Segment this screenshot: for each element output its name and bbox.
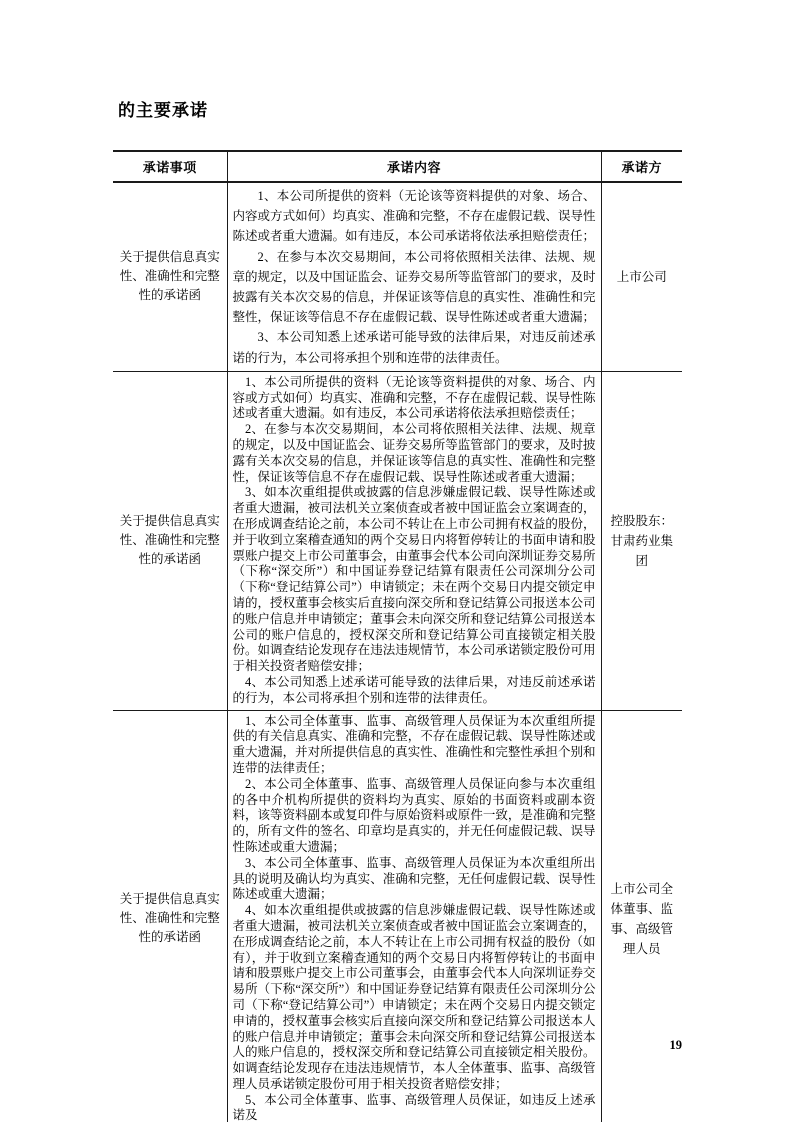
commitment-content-cell: [227, 182, 601, 371]
commitment-paragraph: 4、本公司知悉上述承诺可能导致的法律后果，对违反前述承诺的行为，本公司将承担个别和连带的法律责任。: [232, 674, 596, 705]
column-header-commitment-item: 承诺事项: [113, 151, 227, 182]
commitment-party-cell: 控股股东：甘肃药业集团: [601, 371, 682, 710]
commitment-paragraph: 2、本公司全体董事、监事、高级管理人员保证向参与本次重组的各中介机构所提供的资料均为真实、原始的书面资料或副本资料，该等资料副本或复印件与原始资料或原件一致，是准确和完整的，所有文件的签名、印章均是真实的，并无任何虚假记载、误导性陈述或重大遗漏；: [232, 776, 596, 854]
commitment-content-cell: [227, 710, 601, 1122]
commitment-paragraph: 3、本公司知悉上述承诺可能导致的法律后果，对违反前述承诺的行为，本公司将承担个别和连带的法律责任。: [232, 330, 596, 365]
commitment-paragraph: 1、本公司全体董事、监事、高级管理人员保证为本次重组所提供的有关信息真实、准确和完整，不存在虚假记载、误导性陈述或重大遗漏，并对所提供信息的真实性、准确性和完整性承担个别和连带的法律责任；: [232, 713, 596, 775]
commitment-paragraph: 2、在参与本次交易期间，本公司将依照相关法律、法规、规章的规定，以及中国证监会、证券交易所等监管部门的要求，及时披露有关本次交易的信息，并保证该等信息的真实性、准确性和完整性，保证该等信息不存在虚假记载、误导性陈述或者重大遗漏；: [232, 249, 596, 325]
table-row: [113, 710, 682, 1122]
column-header-commitment-party: 承诺方: [601, 151, 682, 182]
commitment-item-cell: 关于提供信息真实性、准确性和完整性的承诺函: [113, 710, 227, 1122]
commitment-paragraph: 3、如本次重组提供或披露的信息涉嫌虚假记载、误导性陈述或者重大遗漏，被司法机关立案侦查或者被中国证监会立案调查的，在形成调查结论之前，本公司不转让在上市公司拥有权益的股份，并于收到立案稽查通知的两个交易日内将暂停转让的书面申请和股票账户提交上市公司董事会，由董事会代本公司向深圳证券交易所（下称“深交所”）和中国证券登记结算有限责任公司深圳分公司（下称“登记结算公司”）申请锁定；未在两个交易日内提交锁定申请的，授权董事会核实后直接向深交所和登记结算公司报送本公司的账户信息并申请锁定；董事会未向深交所和登记结算公司报送本公司的账户信息的，授权深交所和登记结算公司直接锁定相关股份。如调查结论发现存在违法违规情节，本公司承诺锁定股份可用于相关投资者赔偿安排；: [232, 485, 596, 674]
commitment-item-cell: 关于提供信息真实性、准确性和完整性的承诺函: [119, 250, 220, 303]
table-header-row: [113, 151, 682, 182]
page-title: 的主要承诺: [118, 101, 208, 120]
page-number: 19: [669, 1038, 682, 1052]
commitment-party-cell: 上市公司全体董事、监事、高级管理人员: [601, 710, 682, 1122]
commitment-paragraph: 5、本公司全体董事、监事、高级管理人员保证，如违反上述承诺及: [232, 1092, 596, 1122]
commitment-paragraph: 3、本公司全体董事、监事、高级管理人员保证为本次重组所出具的说明及确认均为真实、准确和完整，无任何虚假记载、误导性陈述或重大遗漏；: [232, 855, 596, 902]
commitments-table: [113, 150, 682, 1122]
commitment-paragraph: 1、本公司所提供的资料（无论该等资料提供的对象、场合、内容或方式如何）均真实、准确和完整，不存在虚假记载、误导性陈述或者重大遗漏。如有违反，本公司承诺将依法承担赔偿责任；: [232, 189, 596, 244]
table-row: [113, 182, 682, 371]
commitment-paragraph: 1、本公司所提供的资料（无论该等资料提供的对象、场合、内容或方式如何）均真实、准确和完整，不存在虚假记载、误导性陈述或者重大遗漏。如有违反，本公司承诺将依法承担赔偿责任；: [232, 374, 596, 421]
commitment-paragraph: 2、在参与本次交易期间，本公司将依照相关法律、法规、规章的规定，以及中国证监会、证券交易所等监管部门的要求，及时披露有关本次交易的信息，并保证该等信息的真实性、准确性和完整性，保证该等信息不存在虚假记载、误导性陈述或者重大遗漏；: [232, 422, 596, 484]
table-row: [113, 371, 682, 710]
commitment-content-cell: [227, 371, 601, 710]
commitment-party-cell: 上市公司: [616, 269, 667, 284]
commitment-paragraph: 4、如本次重组提供或披露的信息涉嫌虚假记载、误导性陈述或者重大遗漏，被司法机关立案侦查或者被中国证监会立案调查的，在形成调查结论之前，本人不转让在上市公司拥有权益的股份（如有），并于收到立案稽查通知的两个交易日内将暂停转让的书面申请和股票账户提交上市公司董事会，由董事会代本人向深圳证券交易所（下称“深交所”）和中国证券登记结算有限责任公司深圳分公司（下称“登记结算公司”）申请锁定；未在两个交易日内提交锁定申请的，授权董事会核实后直接向深交所和登记结算公司报送本人的账户信息并申请锁定；董事会未向深交所和登记结算公司报送本人的账户信息的，授权深交所和登记结算公司直接锁定相关股份。如调查结论发现存在违法违规情节，本人全体董事、监事、高级管理人员承诺锁定股份可用于相关投资者赔偿安排；: [232, 903, 596, 1091]
commitment-item-cell: 关于提供信息真实性、准确性和完整性的承诺函: [113, 371, 227, 710]
column-header-commitment-content: 承诺内容: [227, 151, 601, 182]
